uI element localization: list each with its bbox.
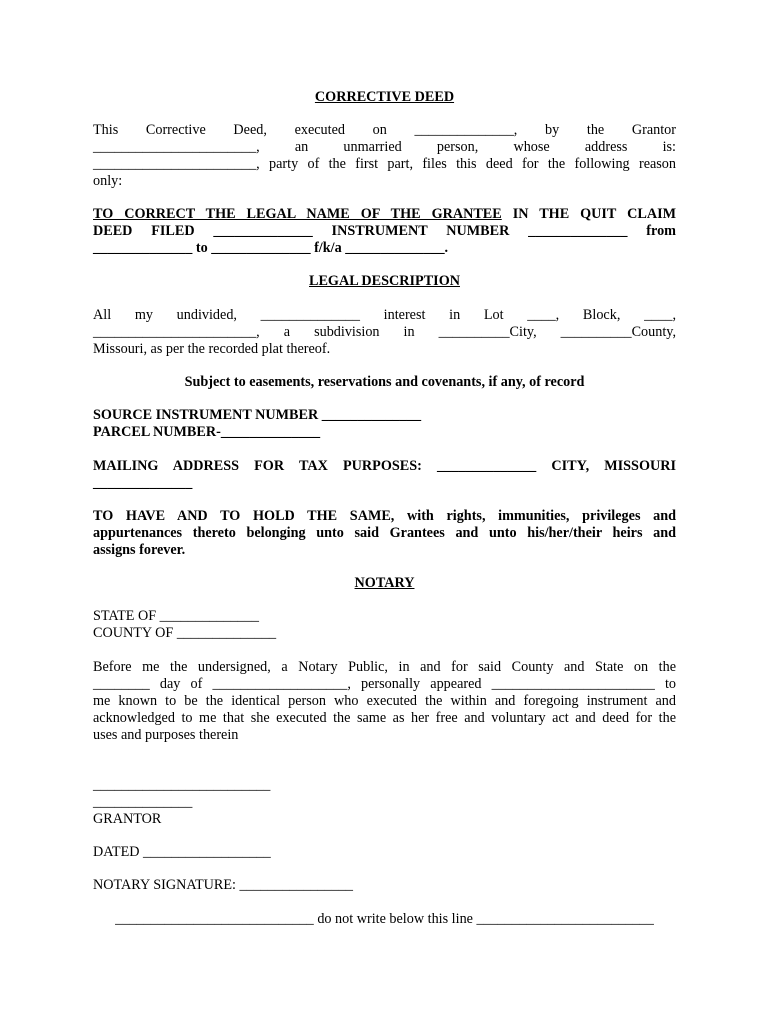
source-block: [93, 407, 676, 441]
reason-line: DEED FILED ______________ INSTRUMENT NUMBER ______________ from: [93, 223, 676, 239]
habendum-line: assigns forever.: [93, 542, 186, 558]
legal-description-paragraph: [93, 307, 676, 358]
source-instrument-number: SOURCE INSTRUMENT NUMBER ______________: [93, 407, 422, 423]
grantor-label: GRANTOR: [93, 811, 162, 827]
reason-line: ______________ to ______________ f/k/a ______________.: [93, 240, 449, 256]
signature-line: _________________________: [93, 777, 271, 793]
dated-line: DATED __________________: [93, 844, 271, 860]
reason-underlined: TO CORRECT THE LEGAL NAME OF THE GRANTEE: [93, 206, 502, 222]
notary-signature-line: NOTARY SIGNATURE: ________________: [93, 877, 354, 893]
legal-description-heading: LEGAL DESCRIPTION: [309, 273, 460, 289]
acknowledgment-paragraph: [93, 659, 676, 744]
intro-line: _______________________, an unmarried person, whose address is:: [93, 139, 676, 155]
reason-rest: IN THE QUIT CLAIM: [501, 206, 676, 222]
legal-line: All my undivided, ______________ interest in Lot ____, Block, ____,: [93, 307, 676, 323]
legal-line: Missouri, as per the recorded plat thereof.: [93, 341, 331, 357]
intro-line: _______________________, party of the first part, files this deed for the following reason: [93, 156, 676, 172]
acknowledgment-line: acknowledged to me that she executed the same as her free and voluntary act and deed for the: [93, 710, 676, 726]
document-title: CORRECTIVE DEED: [314, 89, 455, 105]
habendum-line: TO HAVE AND TO HOLD THE SAME, with rights, immunities, privileges and: [93, 508, 676, 524]
habendum-line: appurtenances thereto belonging unto said Grantees and unto his/her/their heirs and: [93, 525, 676, 541]
grantor-signature-block: [93, 777, 676, 828]
intro-line: This Corrective Deed, executed on ______________, by the Grantor: [93, 122, 676, 138]
mailing-line: MAILING ADDRESS FOR TAX PURPOSES: ______________ CITY, MISSOURI: [93, 458, 676, 474]
reason-paragraph: [93, 206, 676, 257]
acknowledgment-line: Before me the undersigned, a Notary Public, in and for said County and State on the: [93, 659, 676, 675]
acknowledgment-line: ________ day of ___________________, personally appeared _______________________ to: [93, 676, 676, 692]
intro-paragraph: [93, 122, 676, 190]
do-not-write-below-line: ____________________________ do not write below this line _________________________: [115, 911, 654, 927]
intro-line: only:: [93, 173, 123, 189]
legal-line: _______________________, a subdivision in __________City, __________County,: [93, 324, 676, 340]
venue-block: [93, 608, 676, 642]
parcel-number: PARCEL NUMBER-______________: [93, 424, 321, 440]
notary-heading: NOTARY: [354, 575, 415, 591]
habendum-paragraph: [93, 508, 676, 559]
county-of-line: COUNTY OF ______________: [93, 625, 277, 641]
reason-line: [93, 206, 676, 223]
signature-line: ______________: [93, 794, 193, 810]
mailing-line: ______________: [93, 475, 193, 491]
acknowledgment-line: me known to be the identical person who executed the within and foregoing instrument and: [93, 693, 676, 709]
acknowledgment-line: uses and purposes therein: [93, 727, 239, 743]
mailing-address-block: [93, 458, 676, 492]
state-of-line: STATE OF ______________: [93, 608, 259, 624]
subject-to-line: Subject to easements, reservations and covenants, if any, of record: [184, 374, 585, 390]
